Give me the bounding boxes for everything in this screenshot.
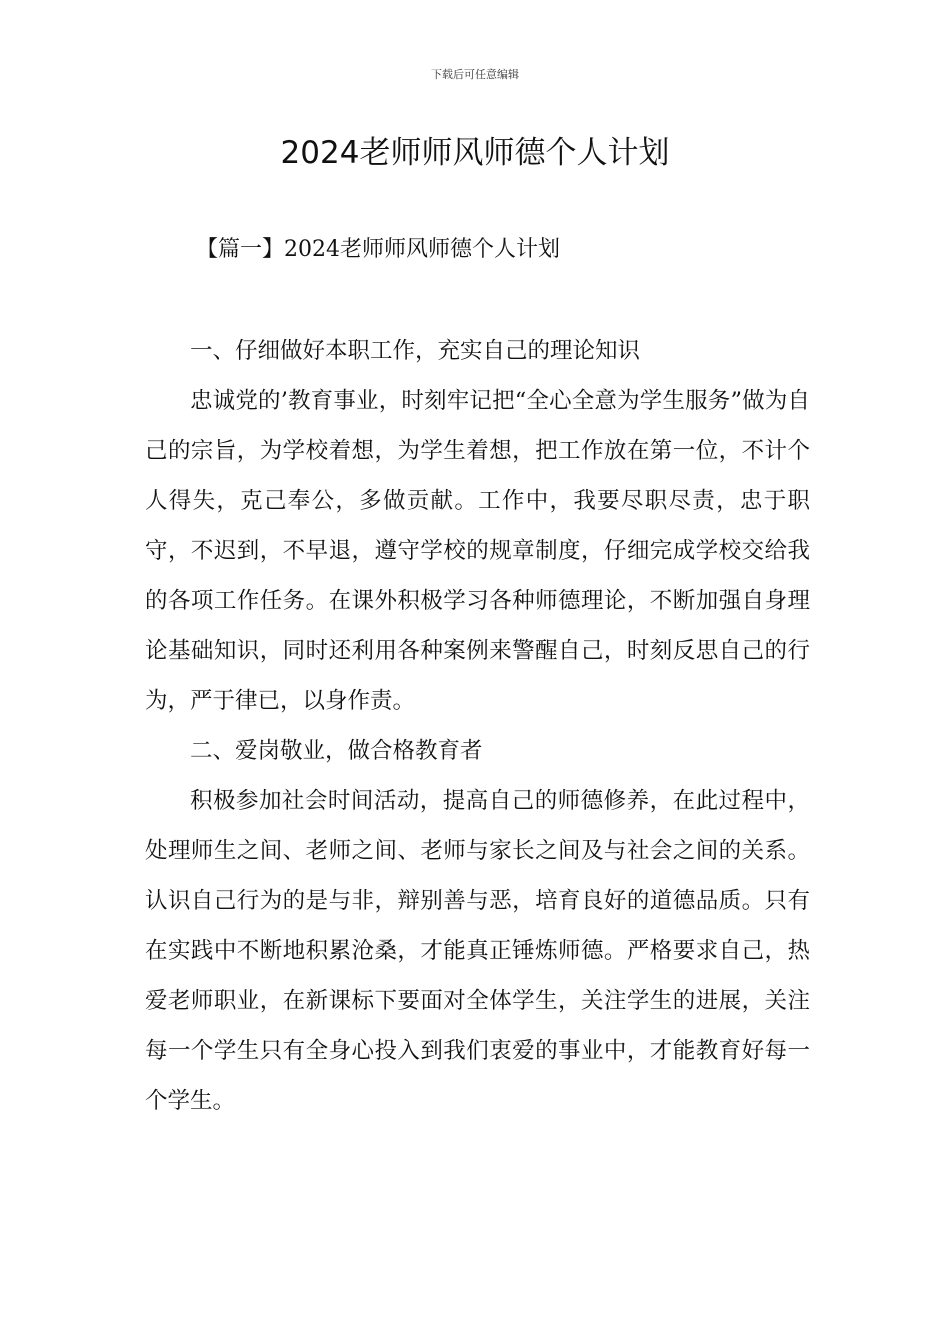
paragraph: 积极参加社会时间活动，提高自己的师德修养，在此过程中，处理师生之间、老师之间、老师与家长之间及与社会之间的关系。认识自己行为的是与非，辩别善与恶，培育良好的道德品质。只有在实践中不断地积累沧桑，才能真正锤炼师德。严格要求自己，热爱老师职业，在新课标下要面对全体学生，关注学生的进展，关注每一个学生只有全身心投入到我们衷爱的事业中，才能教育好每一个学生。: [145, 788, 810, 1114]
document-title: 2024老师师风师德个人计划: [280, 135, 670, 171]
section-heading: 【篇一】2024老师师风师德个人计划: [196, 237, 560, 262]
paragraph-heading-2: 二、爱岗敬业，做合格教育者: [190, 738, 483, 764]
paragraph: 忠诚党的’教育事业，时刻牢记把“全心全意为学生服务”做为自己的宗旨，为学校着想，为学生着想，把工作放在第一位，不计个人得失，克己奉公，多做贡献。工作中，我要尽职尽责，忠于职守，不迟到，不早退，遵守学校的规章制度，仔细完成学校交给我的各项工作任务。在课外积极学习各种师德理论，不断加强自身理论基础知识，同时还利用各种案例来警醒自己，时刻反思自己的行为，严于律已，以身作责。: [145, 388, 810, 714]
paragraph-heading-1: 一、仔细做好本职工作，充实自己的理论知识: [190, 338, 641, 364]
document-body: [145, 326, 810, 1126]
header-note: 下载后可任意编辑: [431, 68, 519, 81]
